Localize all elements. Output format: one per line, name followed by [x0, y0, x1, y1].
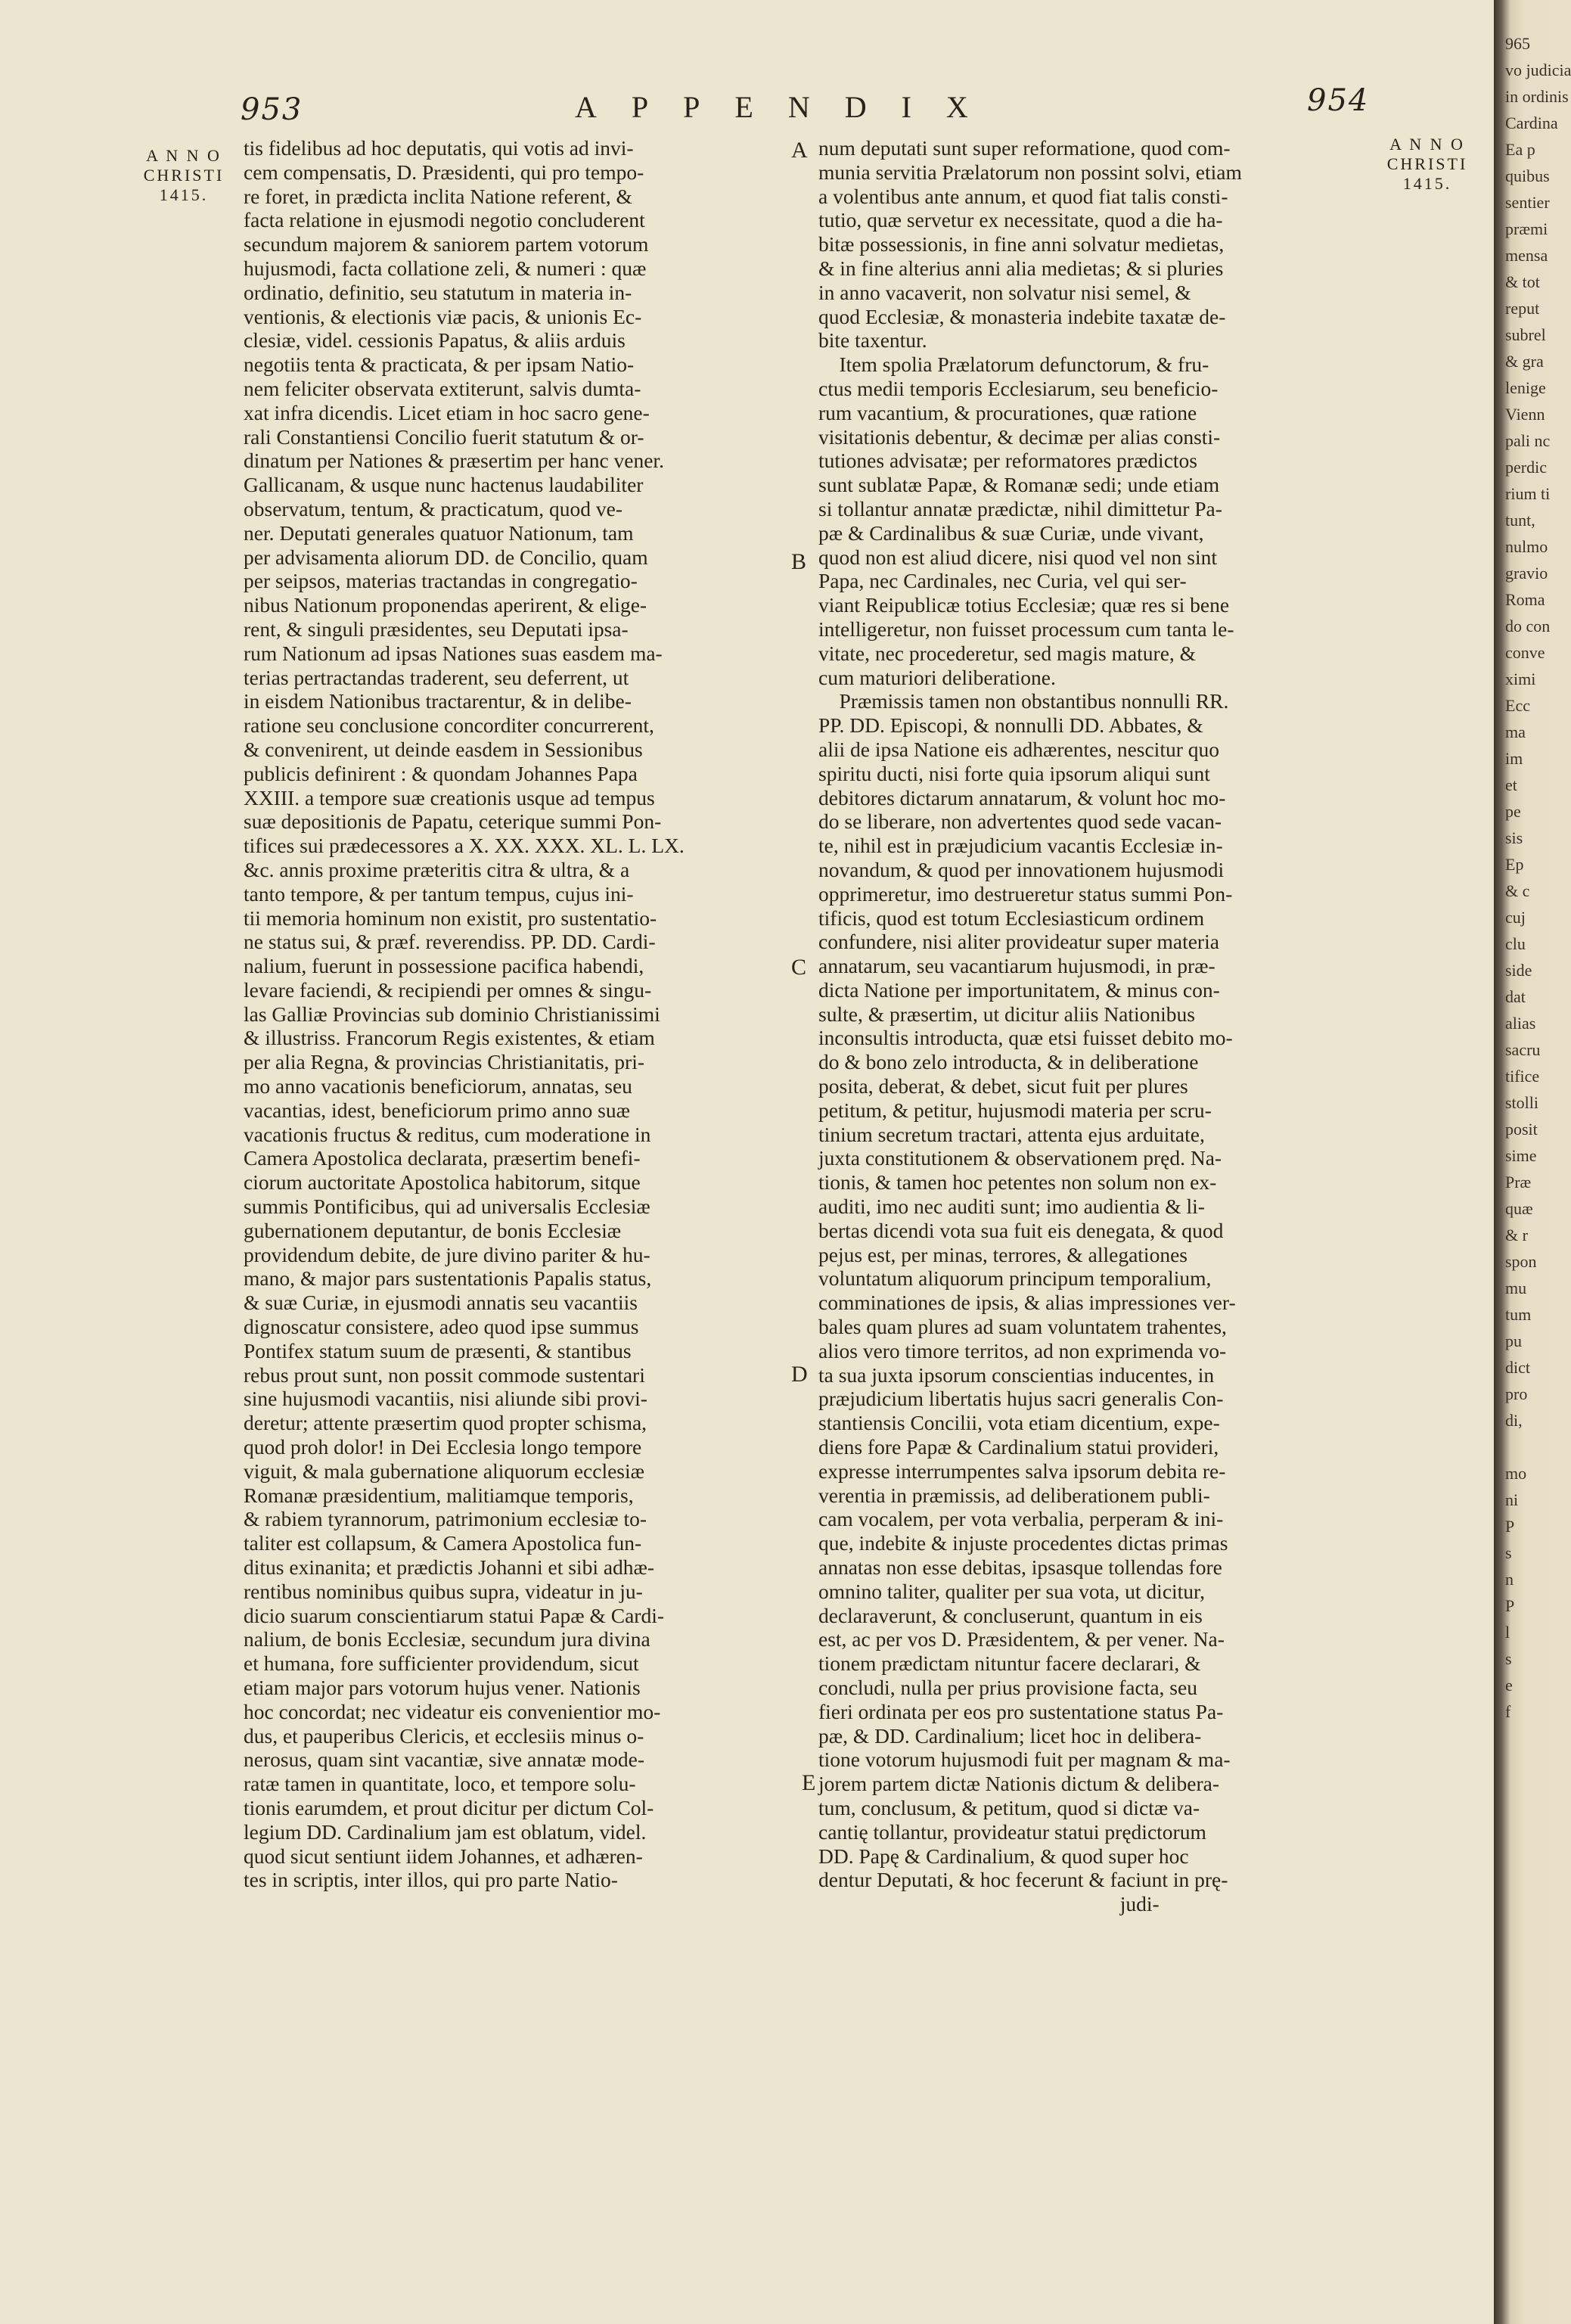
- section-letter-d: D: [791, 1362, 808, 1387]
- text-line: a volentibus ante annum, et quod fiat talis consti-: [818, 184, 1228, 208]
- text-line: munia servitia Prælatorum non possint solvi, etiam: [818, 160, 1242, 184]
- facing-page-fragment: pu: [1505, 1331, 1522, 1350]
- text-line: ctus medii temporis Ecclesiarum, seu beneficio-: [818, 376, 1219, 400]
- text-line: ratæ tamen in quantitate, loco, et tempore solu-: [244, 1772, 636, 1796]
- text-line: tum, conclusum, & petitum, quod si dictæ va-: [818, 1795, 1200, 1819]
- text-line: tanto tempore, & per tantum tempus, cujus ini-: [244, 881, 634, 906]
- text-line: Præmissis tamen non obstantibus nonnulli RR.: [818, 689, 1229, 713]
- text-line: per advisamenta aliorum DD. de Concilio, quam: [244, 545, 648, 569]
- text-line: &c. annis proxime præteritis citra & ultra, & a: [244, 857, 630, 881]
- facing-page-fragment: sentier: [1505, 193, 1550, 212]
- facing-page-fragment: pali nc: [1505, 431, 1551, 450]
- text-line: præjudicium libertatis hujus sacri generalis Con-: [818, 1387, 1224, 1411]
- margin-note-year-right: A N N O CHRISTI 1415.: [1386, 135, 1468, 193]
- text-line: cum maturiori deliberatione.: [818, 665, 1056, 689]
- facing-page-fragment: do con: [1505, 617, 1551, 635]
- text-line: alios vero timore territos, ad non exprimenda vo-: [818, 1338, 1227, 1362]
- text-line: confundere, nisi aliter provideatur super materia: [818, 930, 1219, 954]
- text-line: DD. Papę & Cardinalium, & quod super hoc: [818, 1844, 1189, 1868]
- text-line: gubernationem deputantur, de bonis Ecclesiæ: [244, 1218, 622, 1242]
- text-line: petitum, & petitur, hujusmodi materia per scru-: [818, 1098, 1212, 1122]
- text-line: quod sicut sentiunt iidem Johannes, et adhæren-: [244, 1844, 643, 1868]
- text-line: in eisdem Nationibus tractarentur, & in delibe-: [244, 689, 632, 713]
- text-line: opprimeretur, imo destrueretur status summi Pon-: [818, 881, 1233, 906]
- text-line: sulte, & præsertim, ut dicitur aliis Nationibus: [818, 1002, 1196, 1026]
- text-line: rentibus nominibus quibus supra, videatur in ju-: [244, 1579, 643, 1603]
- text-line: que, indebite & injuste procedentes dictas primas: [818, 1531, 1228, 1555]
- text-line: comminationes de ipsis, & alias impressiones ver-: [818, 1291, 1236, 1315]
- text-line: per alia Regna, & provincias Christianitatis, pri-: [244, 1050, 645, 1074]
- facing-page-fragment: & c: [1505, 881, 1530, 900]
- facing-page-fragment: side: [1505, 961, 1532, 980]
- facing-page-fragment: Roma: [1505, 590, 1545, 609]
- text-line: rali Constantiensi Concilio fuerit statutum & or-: [244, 424, 644, 449]
- text-line: suæ depositionis de Papatu, ceterique summi Pon-: [244, 809, 662, 834]
- section-letter-a: A: [791, 138, 808, 163]
- text-line: vitate, nec procederetur, sed magis mature, &: [818, 641, 1197, 665]
- facing-page-fragment: [1505, 1434, 1549, 1460]
- text-line: Pontifex statum suum de præsenti, & stantibus: [244, 1338, 632, 1362]
- text-line: annatarum, seu vacantiarum hujusmodi, in præ-: [818, 954, 1216, 978]
- text-line: bertas dicendi vota sua fuit eis denegata, & quod: [818, 1218, 1224, 1242]
- text-column-right: [818, 136, 1375, 1916]
- text-line: tutiones advisatæ; per reformatores prædictos: [818, 449, 1197, 473]
- text-line: ventionis, & electionis viæ pacis, & unionis Ec-: [244, 304, 642, 328]
- text-line: cam vocalem, per vota verbalia, perperam & ini-: [818, 1507, 1224, 1531]
- text-line: xat infra dicendis. Licet etiam in hoc sacro gene-: [244, 400, 650, 424]
- text-line: novandum, & quod per innovationem hujusmodi: [818, 857, 1225, 881]
- text-line: ner. Deputati generales quatuor Nationum, tam: [244, 520, 634, 545]
- text-line: tionis, & tamen hoc petentes non solum non ex-: [818, 1170, 1217, 1195]
- facing-page-fragment: perdic: [1505, 458, 1547, 477]
- text-line: nerosus, quam sint vacantiæ, sive annatæ mode-: [244, 1748, 645, 1772]
- text-line: auditi, imo nec auditi sunt; imo audientia & li-: [818, 1195, 1205, 1219]
- text-line: per seipsos, materias tractandas in congregatio-: [244, 569, 638, 593]
- running-title: APPENDIX: [575, 90, 1003, 124]
- text-line: sine hujusmodi vacantiis, nisi aliunde sibi provi-: [244, 1387, 647, 1411]
- text-line: dinatum per Nationes & præsertim per hanc vener.: [244, 449, 664, 473]
- text-line: verentia in præmissis, ad deliberationem publi-: [818, 1483, 1210, 1507]
- text-line: quod non est aliud dicere, nisi quod vel non sint: [818, 545, 1218, 569]
- text-line: do & bono zelo introducta, & in deliberatione: [818, 1050, 1199, 1074]
- text-line: Item spolia Prælatorum defunctorum, & fru-: [818, 353, 1209, 377]
- text-line: nem feliciter observata extiterunt, salvis dumta-: [244, 376, 641, 400]
- facing-page-fragment: vo judicia: [1505, 61, 1571, 79]
- facing-page-fragment: alias: [1505, 1014, 1536, 1033]
- text-line: dicio suarum conscientiarum statui Papæ & Cardi-: [244, 1603, 665, 1627]
- text-line: rum Nationum ad ipsas Nationes suas easdem ma-: [244, 641, 663, 665]
- facing-page-fragment: Ecc: [1505, 696, 1530, 715]
- facing-page-fragment: nulmo: [1505, 537, 1548, 556]
- text-line: levare faciendi, & recipiendi per omnes & singu-: [244, 977, 652, 1002]
- text-line: ditus exinanita; et prædictis Johanni et sibi adhæ-: [244, 1555, 655, 1580]
- facing-page-fragment: im: [1505, 749, 1523, 768]
- facing-page-fragment: gravio: [1505, 564, 1548, 583]
- text-line: XXIII. a tempore suæ creationis usque ad tempus: [244, 785, 655, 809]
- text-line: rebus prout sunt, non possit commode sustentari: [244, 1362, 645, 1387]
- text-line: & rabiem tyrannorum, patrimonium ecclesiæ to-: [244, 1507, 647, 1531]
- section-letter-e: E: [802, 1770, 816, 1795]
- text-line: tione votorum hujusmodi fuit per magnam & ma-: [818, 1748, 1231, 1772]
- text-line: nalium, fuerunt in possessione pacifica habendi,: [244, 954, 644, 978]
- text-line: declaraverunt, & concluserunt, quantum in eis: [818, 1603, 1203, 1627]
- text-line: deretur; attente præsertim quod propter schisma,: [244, 1411, 647, 1435]
- text-line: hoc concordat; nec videatur eis convenientior mo-: [244, 1699, 661, 1723]
- text-line: posita, deberat, & debet, sicut fuit per plures: [818, 1074, 1188, 1098]
- facing-page-fragment: mu: [1505, 1279, 1527, 1297]
- facing-page-fragment: subrel: [1505, 325, 1546, 344]
- text-line: las Galliæ Provincias sub dominio Christianissimi: [244, 1002, 660, 1026]
- facing-page-fragment: conve: [1505, 643, 1545, 662]
- text-line: rent, & singuli præsidentes, seu Deputati ipsa-: [244, 617, 629, 641]
- text-line: pæ, & DD. Cardinalium; licet hoc in delibera-: [818, 1723, 1202, 1748]
- facing-page-fragment: rium ti: [1505, 484, 1551, 503]
- facing-page-fragment: pro: [1505, 1384, 1528, 1403]
- text-line: pejus est, per minas, terrores, & allegationes: [818, 1242, 1188, 1266]
- text-line: etiam major pars votorum hujus vener. Nationis: [244, 1676, 641, 1699]
- text-line: dus, et pauperibus Clericis, et ecclesiis minus o-: [244, 1723, 644, 1748]
- facing-page-fragment: Vienn: [1505, 405, 1545, 424]
- text-line: ratione seu conclusione concorditer concurrerent,: [244, 713, 654, 738]
- text-line: vacantias, idest, beneficiorum primo anno suæ: [244, 1098, 630, 1122]
- facing-page-fragment: mo: [1505, 1464, 1527, 1483]
- text-line: diens fore Papæ & Cardinalium statui provideri,: [818, 1435, 1219, 1459]
- page-number-right: 954: [1307, 83, 1370, 118]
- text-line: ciorum auctoritate Apostolica habitorum, sitque: [244, 1170, 641, 1195]
- text-line: & in fine alterius anni alia medietas; & si pluries: [818, 256, 1224, 280]
- text-line: stantiensis Concilii, vota etiam dicentium, expe-: [818, 1411, 1220, 1435]
- text-line: legium DD. Cardinalium jam est oblatum, videl.: [244, 1819, 647, 1844]
- text-line: et humana, fore sufficienter providendum, sicut: [244, 1651, 639, 1676]
- text-line: bales quam plures ad suam voluntatem trahentes,: [818, 1315, 1227, 1339]
- text-line: Camera Apostolica declarata, præsertim benefi-: [244, 1146, 641, 1170]
- facing-page-fragment: s: [1505, 1649, 1512, 1668]
- facing-page-fragment: tifice: [1505, 1067, 1540, 1086]
- text-line: PP. DD. Episcopi, & nonnulli DD. Abbates, &: [818, 713, 1203, 738]
- facing-page-fragment: stolli: [1505, 1093, 1539, 1112]
- text-line: rum vacantium, & procurationes, quæ ratione: [818, 400, 1197, 424]
- text-line: ta sua juxta ipsorum conscientias inducentes, in: [818, 1362, 1215, 1387]
- text-line: spiritu ducti, nisi forte quia ipsorum aliqui sunt: [818, 761, 1210, 785]
- text-line: sunt sublatæ Papæ, & Romanæ sedi; unde etiam: [818, 473, 1220, 497]
- text-line: omnino taliter, qualiter per sua vota, ut dicitur,: [818, 1579, 1205, 1603]
- facing-page-fragment: 965: [1505, 34, 1530, 53]
- facing-page-fragment: dict: [1505, 1358, 1530, 1377]
- text-line: re foret, in prædicta inclita Natione referent, &: [244, 184, 632, 208]
- text-line: num deputati sunt super reformatione, quod com-: [818, 136, 1231, 160]
- section-letter-c: C: [791, 955, 807, 980]
- text-line: fieri ordinata per eos pro sustentatione status Pa-: [818, 1699, 1224, 1723]
- facing-page-fragment: & gra: [1505, 352, 1544, 371]
- text-line: vacationis fructus & reditus, cum moderatione in: [244, 1122, 651, 1146]
- text-line: bite taxentur.: [818, 328, 927, 353]
- text-line: terias pertractandas traderent, seu deferrent, ut: [244, 665, 629, 689]
- facing-page-fragment: s: [1505, 1543, 1512, 1562]
- text-line: observatum, tentum, & practicatum, quod ve-: [244, 496, 623, 520]
- facing-page-fragment: sacru: [1505, 1040, 1541, 1059]
- text-line: tis fidelibus ad hoc deputatis, qui votis ad invi-: [244, 136, 634, 160]
- text-line: tinium secretum tractari, attenta ejus arduitate,: [818, 1122, 1205, 1146]
- text-line: est, ac per vos D. Præsidentem, & per vener. Na-: [818, 1627, 1225, 1651]
- text-line: & suæ Curiæ, in ejusmodi annatis seu vacantiis: [244, 1291, 638, 1315]
- facing-page-fragment: cuj: [1505, 908, 1526, 927]
- facing-page-fragment: reput: [1505, 299, 1540, 318]
- text-line: publicis definirent : & quondam Johannes Papa: [244, 761, 638, 785]
- text-line: tionis earumdem, et prout dicitur per dictum Col-: [244, 1795, 654, 1819]
- facing-page-fragment: n: [1505, 1570, 1514, 1589]
- text-line: clesiæ, videl. cessionis Papatus, & aliis arduis: [244, 328, 626, 353]
- text-line: jorem partem dictæ Nationis dictum & delibera-: [818, 1772, 1219, 1796]
- facing-page-fragment: Ep: [1505, 855, 1524, 874]
- text-line: quod Ecclesiæ, & monasteria indebite taxatæ de-: [818, 304, 1226, 328]
- text-line: hujusmodi, facta collatione zeli, & numeri : quæ: [244, 256, 647, 280]
- facing-page-fragment: di,: [1505, 1411, 1523, 1430]
- facing-page-fragment: tum: [1505, 1305, 1532, 1324]
- text-line: alii de ipsa Natione eis adhærentes, nescitur quo: [818, 737, 1219, 761]
- text-line: cem compensatis, D. Præsidenti, qui pro tempo-: [244, 160, 644, 184]
- text-line: in anno vacaverit, non solvatur nisi semel, &: [818, 280, 1191, 304]
- facing-page-fragment: sime: [1505, 1146, 1537, 1165]
- text-line: & illustriss. Francorum Regis existentes, & etiam: [244, 1026, 655, 1050]
- text-line: tutio, quæ servetur ex necessitate, quod a die ha-: [818, 208, 1223, 232]
- facing-page-fragment: Cardina: [1505, 113, 1558, 132]
- facing-page-fragment: ma: [1505, 722, 1526, 741]
- page-header: [0, 83, 1494, 129]
- facing-page-fragment: et: [1505, 775, 1517, 794]
- text-line: bitæ possessionis, in fine anni solvatur medietas,: [818, 232, 1225, 256]
- text-line: do se liberare, non advertentes quod sede vacan-: [818, 809, 1222, 834]
- text-line: viguit, & mala gubernatione aliquorum ecclesiæ: [244, 1459, 644, 1483]
- text-line: negotiis tenta & practicata, & per ipsam Natio-: [244, 353, 635, 377]
- facing-page-fragment: dat: [1505, 987, 1526, 1006]
- text-line: tificis, quod est totum Ecclesiasticum ordinem: [818, 906, 1205, 930]
- text-line: providendum debite, de jure divino pariter & hu-: [244, 1242, 650, 1266]
- facing-page-fragment: Ea p: [1505, 140, 1535, 159]
- facing-page-fragment: posit: [1505, 1120, 1538, 1139]
- text-line: viant Reipublicæ totius Ecclesiæ; quæ res si bene: [818, 593, 1230, 617]
- text-line: concludi, nulla per prius provisione facta, seu: [818, 1676, 1197, 1699]
- text-line: si tollantur annatæ prædictæ, nihil dimittetur Pa-: [818, 496, 1222, 520]
- text-line: tionem prædictam nituntur facere declarari, &: [818, 1651, 1201, 1676]
- facing-page-fragment: in ordinis: [1505, 87, 1569, 106]
- facing-page-fragment: & r: [1505, 1226, 1528, 1244]
- text-line: inconsultis introducta, quæ etsi fuisset debito mo-: [818, 1026, 1233, 1050]
- text-line: juxta constitutionem & observationem pręd. Na-: [818, 1146, 1222, 1170]
- text-line: intelligeretur, non fuisset processum cum tanta le-: [818, 617, 1234, 641]
- text-line: Papa, nec Cardinales, nec Curia, vel qui ser-: [818, 569, 1187, 593]
- facing-page-fragment: sis: [1505, 828, 1523, 847]
- facing-page-fragment: ximi: [1505, 670, 1536, 688]
- text-line: nibus Nationum proponendas aperirent, & elige-: [244, 593, 647, 617]
- text-line: te, nihil est in præjudicium vacantis Ecclesiæ in-: [818, 834, 1223, 858]
- text-line: Romanæ præsidentium, malitiamque temporis,: [244, 1483, 634, 1507]
- text-line: taliter est collapsum, & Camera Apostolica fun-: [244, 1531, 642, 1555]
- text-line: dignoscatur consistere, adeo quod ipse summus: [244, 1315, 639, 1339]
- text-line: ordinatio, definitio, seu statutum in materia in-: [244, 280, 632, 304]
- text-line: secundum majorem & saniorem partem votorum: [244, 232, 649, 256]
- section-letter-b: B: [791, 549, 807, 574]
- facing-page-fragment: P: [1505, 1596, 1515, 1615]
- text-line: mano, & major pars sustentationis Papalis status,: [244, 1266, 652, 1291]
- facing-page-fragment: quæ: [1505, 1199, 1533, 1218]
- text-line: visitationis debentur, & decimæ per alias consti-: [818, 424, 1221, 449]
- facing-page-fragment: quibus: [1505, 166, 1550, 185]
- facing-page-fragment: P: [1505, 1517, 1515, 1536]
- text-line: dicta Natione per importunitatem, & minus con-: [818, 977, 1220, 1002]
- facing-page-fragment: f: [1505, 1702, 1511, 1721]
- text-line: annatas non esse debitas, ipsasque tollendas fore: [818, 1555, 1222, 1580]
- text-line: facta relatione in ejusmodi negotio concluderent: [244, 208, 645, 232]
- text-line: mo anno vacationis beneficiorum, annatas, seu: [244, 1074, 632, 1098]
- text-line: cantię tollantur, provideatur statui prędictorum: [818, 1819, 1206, 1844]
- text-line: nalium, de bonis Ecclesiæ, secundum jura divina: [244, 1627, 650, 1651]
- facing-page-fragment: ni: [1505, 1490, 1519, 1509]
- text-line: quod proh dolor! in Dei Ecclesia longo tempore: [244, 1435, 642, 1459]
- facing-page-edge: [1505, 30, 1571, 2300]
- text-line: ne status sui, & præf. reverendiss. PP. DD. Cardi-: [244, 930, 656, 954]
- facing-page-fragment: lenige: [1505, 378, 1546, 397]
- facing-page-fragment: Præ: [1505, 1173, 1532, 1192]
- text-line: debitores dictarum annatarum, & volunt hoc mo-: [818, 785, 1226, 809]
- text-line: Gallicanam, & usque nunc hactenus laudabiliter: [244, 473, 644, 497]
- text-line: summis Pontificibus, qui ad universalis Ecclesiæ: [244, 1195, 650, 1219]
- facing-page-fragment: mensa: [1505, 246, 1548, 265]
- margin-note-year-left: A N N O CHRISTI 1415.: [143, 146, 225, 204]
- text-column-left: [244, 136, 797, 1892]
- facing-page-fragment: tunt,: [1505, 511, 1535, 530]
- text-line: tes in scriptis, inter illos, qui pro parte Natio-: [244, 1868, 618, 1892]
- text-line: pæ & Cardinalibus & suæ Curiæ, unde vivant,: [818, 520, 1204, 545]
- facing-page-fragment: clu: [1505, 934, 1526, 953]
- page-number-left: 953: [241, 92, 303, 127]
- text-line: dentur Deputati, & hoc fecerunt & faciunt in prę-: [818, 1868, 1228, 1892]
- facing-page-fragment: spon: [1505, 1252, 1537, 1271]
- text-line: tii memoria hominum non existit, pro sustentatio-: [244, 906, 657, 930]
- facing-page-fragment: l: [1505, 1623, 1510, 1642]
- text-line: & convenirent, ut deinde easdem in Sessionibus: [244, 737, 643, 761]
- text-line: expresse interrumpentes salva ipsorum debita re-: [818, 1459, 1226, 1483]
- facing-page-fragment: e: [1505, 1676, 1513, 1695]
- facing-page-fragment: præmi: [1505, 219, 1548, 238]
- text-line: judi-: [818, 1892, 1160, 1916]
- text-line: tifices sui prædecessores a X. XX. XXX. XL. L. LX.: [244, 834, 685, 858]
- text-line: voluntatum aliquorum principum temporalium,: [818, 1266, 1212, 1291]
- facing-page-fragment: & tot: [1505, 272, 1540, 291]
- facing-page-fragment: pe: [1505, 802, 1521, 821]
